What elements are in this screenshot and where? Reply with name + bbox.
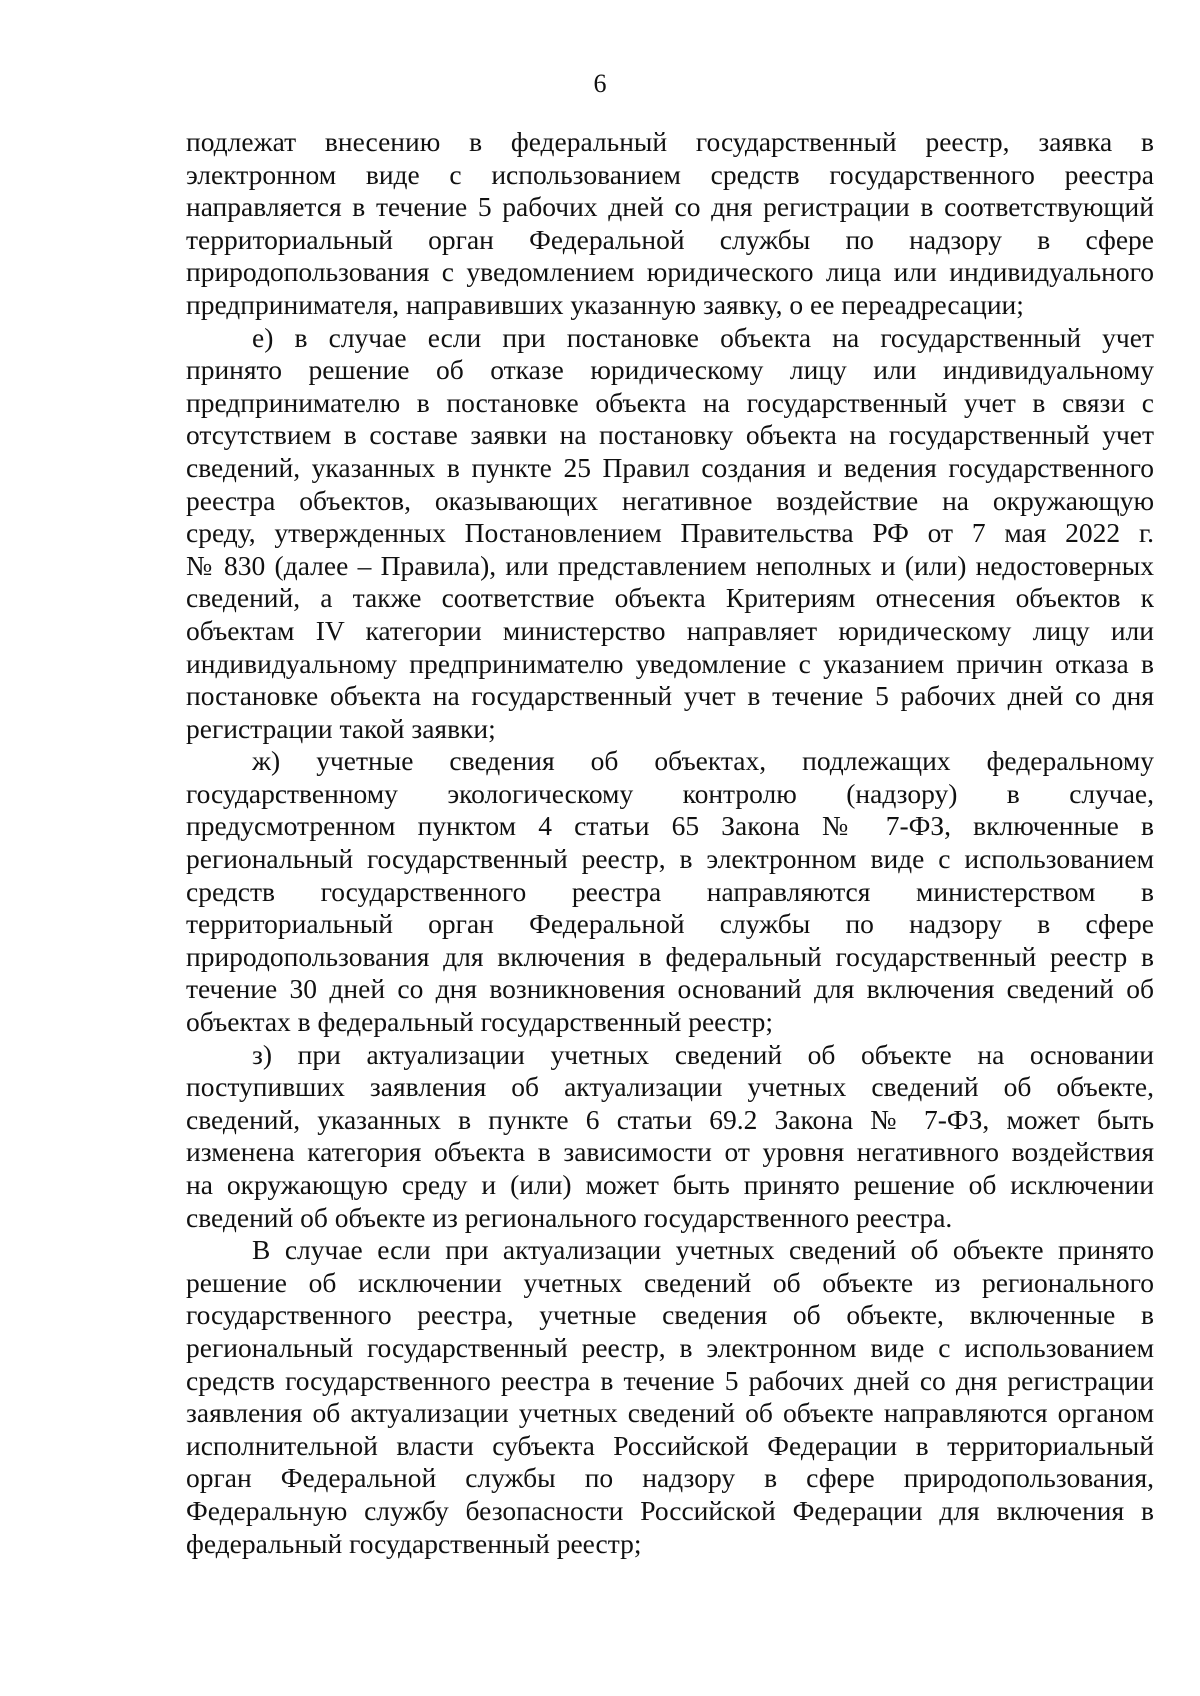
- paragraph-continuation: [186, 126, 1154, 322]
- text-line: природопользования с уведомлением юридического лица или индивидуального: [186, 256, 1154, 288]
- text-line: региональный государственный реестр, в электронном виде с использованием: [186, 1331, 1154, 1363]
- text-line: Федеральную службу безопасности Российской Федерации для включения в: [186, 1494, 1154, 1526]
- text-line: В случае если при актуализации учетных сведений об объекте принято: [252, 1234, 1154, 1266]
- paragraph-item-z: [186, 1039, 1154, 1235]
- text-line: среду, утвержденных Постановлением Правительства РФ от 7 мая 2022 г.: [186, 517, 1154, 549]
- text-line: предпринимателю в постановке объекта на государственный учет в связи с: [186, 386, 1154, 418]
- text-line: средств государственного реестра направляются министерством в: [186, 875, 1154, 907]
- paragraph-exclusion-case: [186, 1234, 1154, 1560]
- text-line: на окружающую среду и (или) может быть принято решение об исключении: [186, 1169, 1154, 1200]
- text-line: е) в случае если при постановке объекта на государственный учет: [252, 321, 1154, 353]
- text-line: течение 30 дней со дня возникновения оснований для включения сведений об: [186, 973, 1154, 1005]
- text-line: предпринимателя, направивших указанную заявку, о ее переадресации;: [186, 288, 1024, 320]
- text-line: индивидуальному предпринимателю уведомление с указанием причин отказа в: [186, 647, 1154, 679]
- text-line: постановке объекта на государственный учет в течение 5 рабочих дней со дня: [186, 680, 1154, 712]
- text-line: природопользования для включения в федеральный государственный реестр в: [186, 940, 1154, 972]
- text-line: сведений, а также соответствие объекта Критериям отнесения объектов к: [186, 582, 1154, 614]
- text-line: изменена категория объекта в зависимости от уровня негативного воздействия: [186, 1136, 1154, 1168]
- text-line: электронном виде с использованием средств государственного реестра: [186, 158, 1154, 190]
- text-line: поступивших заявления об актуализации учетных сведений об объекте,: [186, 1071, 1154, 1103]
- text-line: решение об исключении учетных сведений об объекте из регионального: [186, 1266, 1154, 1298]
- text-line: исполнительной власти субъекта Российской Федерации в территориальный: [186, 1429, 1154, 1461]
- text-line: з) при актуализации учетных сведений об объекте на основании: [252, 1038, 1154, 1070]
- text-line: государственного реестра, учетные сведения об объекте, включенные в: [186, 1299, 1154, 1331]
- text-line: реестра объектов, оказывающих негативное воздействие на окружающую: [186, 484, 1154, 516]
- document-body: [186, 126, 1154, 1560]
- text-line: государственному экологическому контролю (надзору) в случае,: [186, 777, 1154, 809]
- text-line: федеральный государственный реестр;: [186, 1527, 642, 1559]
- text-line: заявления об актуализации учетных сведений об объекте направляются органом: [186, 1397, 1154, 1429]
- text-line: предусмотренном пунктом 4 статьи 65 Закона № 7-ФЗ, включенные в: [186, 810, 1154, 842]
- text-line: территориальный орган Федеральной службы по надзору в сфере: [186, 908, 1154, 940]
- text-line: территориальный орган Федеральной службы по надзору в сфере: [186, 223, 1154, 255]
- paragraph-item-e: [186, 322, 1154, 746]
- text-line: сведений об объекте из регионального государственного реестра.: [186, 1201, 953, 1233]
- text-line: объектах в федеральный государственный реестр;: [186, 1006, 774, 1038]
- text-line: подлежат внесению в федеральный государственный реестр, заявка в: [186, 126, 1154, 157]
- text-line: направляется в течение 5 рабочих дней со дня регистрации в соответствующий: [186, 191, 1154, 223]
- text-line: региональный государственный реестр, в электронном виде с использованием: [186, 843, 1154, 875]
- page-number: 6: [593, 69, 607, 98]
- text-line: средств государственного реестра в течение 5 рабочих дней со дня регистрации: [186, 1364, 1154, 1396]
- text-line: регистрации такой заявки;: [186, 712, 496, 744]
- text-line: № 830 (далее – Правила), или представлением неполных и (или) недостоверных: [186, 549, 1154, 581]
- text-line: объектам IV категории министерство направляет юридическому лицу или: [186, 614, 1154, 646]
- text-line: ж) учетные сведения об объектах, подлежащих федеральному: [252, 745, 1154, 777]
- text-line: сведений, указанных в пункте 6 статьи 69.2 Закона № 7-ФЗ, может быть: [186, 1103, 1154, 1135]
- text-line: сведений, указанных в пункте 25 Правил создания и ведения государственного: [186, 451, 1154, 483]
- paragraph-item-zh: [186, 745, 1154, 1038]
- text-line: отсутствием в составе заявки на постановку объекта на государственный учет: [186, 419, 1154, 451]
- text-line: орган Федеральной службы по надзору в сфере природопользования,: [186, 1462, 1154, 1494]
- text-line: принято решение об отказе юридическому лицу или индивидуальному: [186, 354, 1154, 386]
